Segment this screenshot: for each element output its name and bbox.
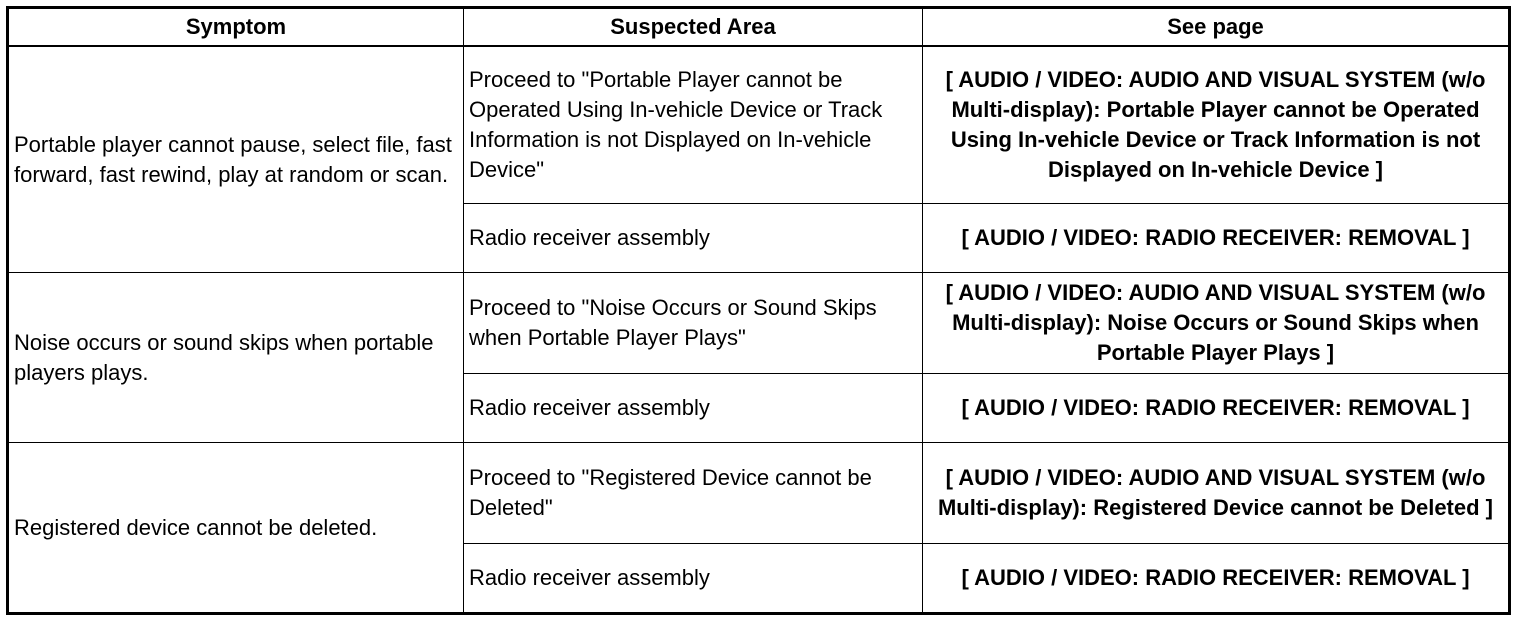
suspected-area-cell: Radio receiver assembly (464, 204, 923, 273)
symptom-cell: Registered device cannot be deleted. (8, 443, 464, 614)
header-symptom: Symptom (8, 8, 464, 47)
troubleshooting-table-wrapper (6, 6, 1511, 615)
suspected-area-cell: Proceed to "Portable Player cannot be Operated Using In-vehicle Device or Track Information is not Displayed on In-vehicle Device" (464, 46, 923, 204)
see-page-link[interactable]: [ AUDIO / VIDEO: AUDIO AND VISUAL SYSTEM (w/o Multi-display): Portable Player cannot be Operated Using In-vehicle Device or Track Information is not Displayed on In-vehicle Device ] (923, 46, 1510, 204)
header-suspected-area: Suspected Area (464, 8, 923, 47)
symptom-cell: Noise occurs or sound skips when portable players plays. (8, 273, 464, 443)
see-page-link[interactable]: [ AUDIO / VIDEO: AUDIO AND VISUAL SYSTEM (w/o Multi-display): Registered Device cannot be Deleted ] (923, 443, 1510, 544)
symptom-cell: Portable player cannot pause, select file, fast forward, fast rewind, play at random or scan. (8, 46, 464, 273)
suspected-area-cell: Proceed to "Registered Device cannot be Deleted" (464, 443, 923, 544)
see-page-link[interactable]: [ AUDIO / VIDEO: AUDIO AND VISUAL SYSTEM (w/o Multi-display): Noise Occurs or Sound Skips when Portable Player Plays ] (923, 273, 1510, 374)
header-see-page: See page (923, 8, 1510, 47)
suspected-area-cell: Radio receiver assembly (464, 544, 923, 614)
see-page-link[interactable]: [ AUDIO / VIDEO: RADIO RECEIVER: REMOVAL ] (923, 374, 1510, 443)
table-row (8, 273, 1510, 374)
header-row (8, 8, 1510, 47)
suspected-area-cell: Proceed to "Noise Occurs or Sound Skips when Portable Player Plays" (464, 273, 923, 374)
see-page-link[interactable]: [ AUDIO / VIDEO: RADIO RECEIVER: REMOVAL ] (923, 544, 1510, 614)
table-row (8, 46, 1510, 204)
see-page-link[interactable]: [ AUDIO / VIDEO: RADIO RECEIVER: REMOVAL ] (923, 204, 1510, 273)
troubleshooting-table (6, 6, 1511, 615)
table-row (8, 443, 1510, 544)
suspected-area-cell: Radio receiver assembly (464, 374, 923, 443)
